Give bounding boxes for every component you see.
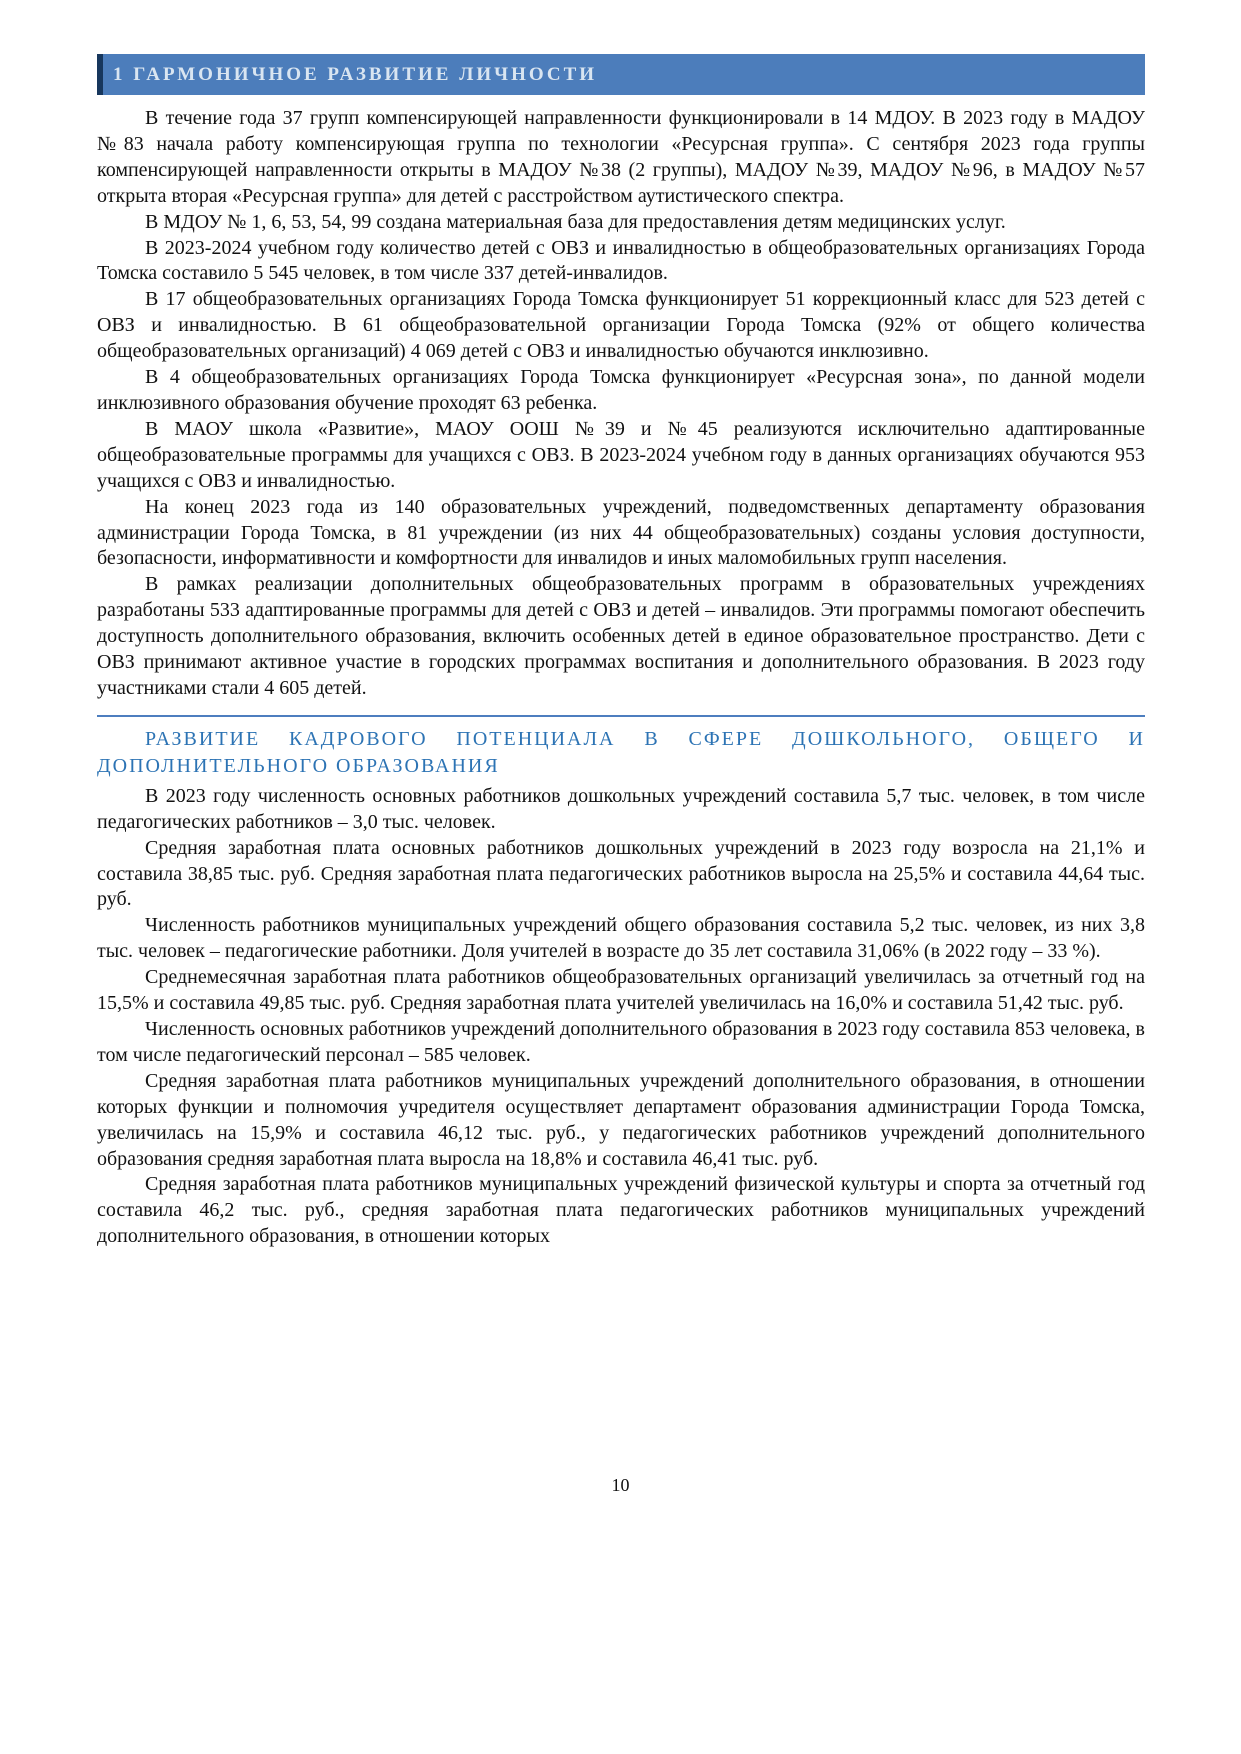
page-footer	[0, 1475, 1241, 1496]
paragraph: В МАОУ школа «Развитие», МАОУ ООШ №39 и №45 реализуются исключительно адаптированные общеобразовательные программы для учащихся с ОВЗ. В 2023-2024 учебном году в данных организациях обучаются 953 учащихся с ОВЗ и инвалидностью.	[97, 417, 1145, 492]
paragraph: Численность работников муниципальных учреждений общего образования составила 5,2 тыс. человек, из них 3,8 тыс. человек – педагогические работники. Доля учителей в возрасте до 35 лет составила 31,06% (в 2022 году – 33 %).	[97, 914, 1145, 963]
paragraph: В рамках реализации дополнительных общеобразовательных программ в образовательных учреждениях разработаны 533 адаптированные программы для детей с ОВЗ и детей – инвалидов. Эти программы помогают обеспечить доступность дополнительного образования, включить особенных детей в единое образовательное пространство. Дети с ОВЗ принимают активное участие в городских программах воспитания и дополнительного образования. В 2023 году участниками стали 4 605 детей.	[97, 573, 1145, 699]
page-number: 10	[611, 1475, 630, 1495]
document-body	[97, 106, 1145, 1250]
paragraph: Средняя заработная плата работников муниципальных учреждений физической культуры и спорта за отчетный год составила 46,2 тыс. руб., средняя заработная плата педагогических работников муниципальных учреждений дополнительного образования, в отношении которых	[97, 1173, 1145, 1248]
chapter-header-bar	[97, 54, 1145, 95]
paragraph: Среднемесячная заработная плата работников общеобразовательных организаций увеличилась за отчетный год на 15,5% и составила 49,85 тыс. руб. Средняя заработная плата учителей увеличилась на 16,0% и составила 51,42 тыс. руб.	[97, 966, 1145, 1015]
paragraph: В 4 общеобразовательных организациях Города Томска функционирует «Ресурсная зона», по данной модели инклюзивного образования обучение проходят 63 ребенка.	[97, 366, 1145, 414]
section-personnel-development	[97, 784, 1145, 1250]
paragraph: На конец 2023 года из 140 образовательных учреждений, подведомственных департаменту образования администрации Города Томска, в 81 учреждении (из них 44 общеобразовательных) созданы условия доступности, безопасности, информативности и комфортности для инвалидов и иных маломобильных групп населения.	[97, 495, 1145, 570]
chapter-title: 1 ГАРМОНИЧНОЕ РАЗВИТИЕ ЛИЧНОСТИ	[113, 63, 598, 85]
paragraph: Численность основных работников учреждений дополнительного образования в 2023 году составила 853 человека, в том числе педагогический персонал – 585 человек.	[97, 1018, 1145, 1066]
paragraph: В 17 общеобразовательных организациях Города Томска функционирует 51 коррекционный класс для 523 детей с ОВЗ и инвалидностью. В 61 общеобразовательной организации Города Томска (92% от общего количества общеобразовательных организаций) 4 069 детей с ОВЗ и инвалидностью обучаются инклюзивно.	[97, 288, 1145, 363]
paragraph: В МДОУ № 1, 6, 53, 54, 99 создана материальная база для предоставления детям медицинских услуг.	[145, 210, 1006, 233]
paragraph: В течение года 37 групп компенсирующей направленности функционировали в 14 МДОУ. В 2023 году в МАДОУ №83 начала работу компенсирующая группа по технологии «Ресурсная группа». С сентября 2023 года группы компенсирующей направленности открыты в МАДОУ №38 (2 группы), МАДОУ №39, МАДОУ №96, в МАДОУ №57 открыта вторая «Ресурсная группа» для детей с расстройством аутистического спектра.	[97, 107, 1145, 207]
section-heading-personnel: РАЗВИТИЕ КАДРОВОГО ПОТЕНЦИАЛА В СФЕРЕ ДОШКОЛЬНОГО, ОБЩЕГО И ДОПОЛНИТЕЛЬНОГО ОБРАЗОВАНИЯ	[97, 727, 1145, 777]
paragraph: Средняя заработная плата основных работников дошкольных учреждений в 2023 году возросла на 21,1% и составила 38,85 тыс. руб. Средняя заработная плата педагогических работников выросла на 25,5% и составила 44,64 тыс. руб.	[97, 836, 1145, 911]
section-divider-rule	[97, 715, 1145, 717]
paragraph: В 2023-2024 учебном году количество детей с ОВЗ и инвалидностью в общеобразовательных организациях Города Томска составило 5 545 человек, в том числе 337 детей-инвалидов.	[97, 236, 1145, 285]
paragraph: Средняя заработная плата работников муниципальных учреждений дополнительного образования, в отношении которых функции и полномочия учредителя осуществляет департамент образования администрации Города Томска, увеличилась на 15,9% и составила 46,12 тыс. руб., у педагогических работников учреждений дополнительного образования средняя заработная плата выросла на 18,8% и составила 46,41 тыс. руб.	[97, 1069, 1145, 1170]
paragraph: В 2023 году численность основных работников дошкольных учреждений составила 5,7 тыс. человек, в том числе педагогических работников – 3,0 тыс. человек.	[97, 784, 1145, 833]
section-harmonious-development	[97, 106, 1145, 702]
